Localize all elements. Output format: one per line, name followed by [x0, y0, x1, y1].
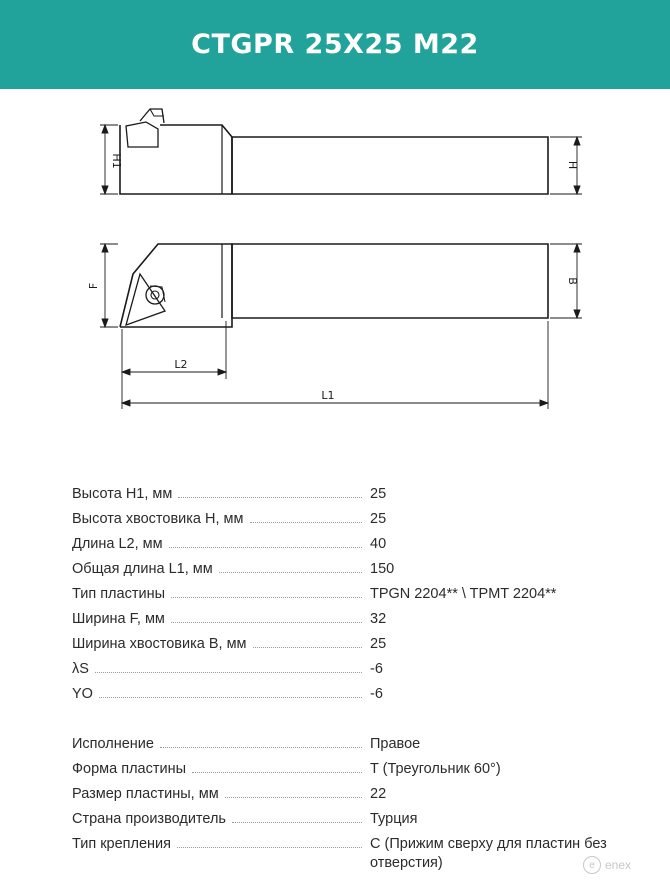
spec-value: 25: [370, 486, 387, 502]
spec-value: TPGN 2204** \ TPMT 2204**: [370, 586, 557, 602]
spec-row: [72, 532, 592, 557]
leader-dots: [250, 521, 363, 523]
spec-label: Форма пластины: [72, 761, 187, 777]
leader-dots: [171, 596, 362, 598]
spec-row: [72, 657, 592, 682]
leader-dots: [177, 846, 362, 848]
spec-label: Тип крепления: [72, 836, 172, 852]
spec-label: Высота H1, мм: [72, 486, 173, 502]
dim-label-b: B: [566, 277, 579, 285]
spec-value: C (Прижим сверху для пластин без отверстия): [370, 836, 607, 871]
page-title: CTGPR 25X25 M22: [191, 29, 479, 60]
spec-row: [72, 732, 592, 757]
spec-row: [72, 632, 592, 657]
spec-row: [72, 682, 592, 707]
technical-drawing: [0, 89, 670, 429]
dim-label-f: F: [87, 282, 100, 290]
spec-value: 32: [370, 611, 387, 627]
spec-value: Правое: [370, 736, 421, 752]
spec-label: Исполнение: [72, 736, 154, 752]
brand-logo: [583, 856, 631, 874]
leader-dots: [160, 746, 362, 748]
leader-dots: [253, 646, 362, 648]
leader-dots: [178, 496, 362, 498]
spec-row: [72, 832, 607, 876]
spec-label: Ширина хвостовика B, мм: [72, 636, 247, 652]
spec-value: 22: [370, 786, 387, 802]
spec-value: 25: [370, 636, 387, 652]
leader-dots: [171, 621, 362, 623]
header-bar: [0, 0, 670, 89]
spec-value: -6: [370, 686, 383, 702]
logo-circle-icon: e: [583, 856, 601, 874]
dim-label-l2: L2: [174, 358, 188, 371]
spec-row: [72, 507, 592, 532]
spec-row: [72, 607, 592, 632]
spec-value: -6: [370, 661, 383, 677]
spec-row: [72, 757, 592, 782]
dim-label-h1: H1: [110, 153, 123, 169]
spec-label: Высота хвостовика H, мм: [72, 511, 244, 527]
spec-label: Страна производитель: [72, 811, 226, 827]
spec-label: Тип пластины: [72, 586, 165, 602]
leader-dots: [219, 571, 362, 573]
logo-text: enex: [605, 858, 632, 872]
leader-dots: [169, 546, 362, 548]
spec-value: 150: [370, 561, 395, 577]
dim-label-h: H: [566, 160, 579, 170]
spec-label: YO: [72, 686, 93, 702]
leader-dots: [192, 771, 362, 773]
spec-label: Ширина F, мм: [72, 611, 165, 627]
spec-value: 25: [370, 511, 387, 527]
spec-label: Длина L2, мм: [72, 536, 163, 552]
leader-dots: [95, 671, 362, 673]
spec-label: Общая длина L1, мм: [72, 561, 213, 577]
spec-value: 40: [370, 536, 387, 552]
specs-table: [72, 482, 607, 876]
spec-row: [72, 807, 592, 832]
spec-row: [72, 557, 592, 582]
section-gap: [72, 707, 592, 732]
leader-dots: [225, 796, 362, 798]
spec-value: T (Треугольник 60°): [370, 761, 501, 777]
spec-row: [72, 782, 592, 807]
side-view: [120, 109, 548, 194]
spec-value: Турция: [370, 811, 418, 827]
leader-dots: [232, 821, 362, 823]
leader-dots: [99, 696, 362, 698]
dim-label-l1: L1: [321, 389, 335, 402]
top-view: [120, 244, 548, 327]
spec-row: [72, 582, 592, 607]
spec-label: λS: [72, 661, 89, 677]
spec-row: [72, 482, 592, 507]
spec-label: Размер пластины, мм: [72, 786, 219, 802]
